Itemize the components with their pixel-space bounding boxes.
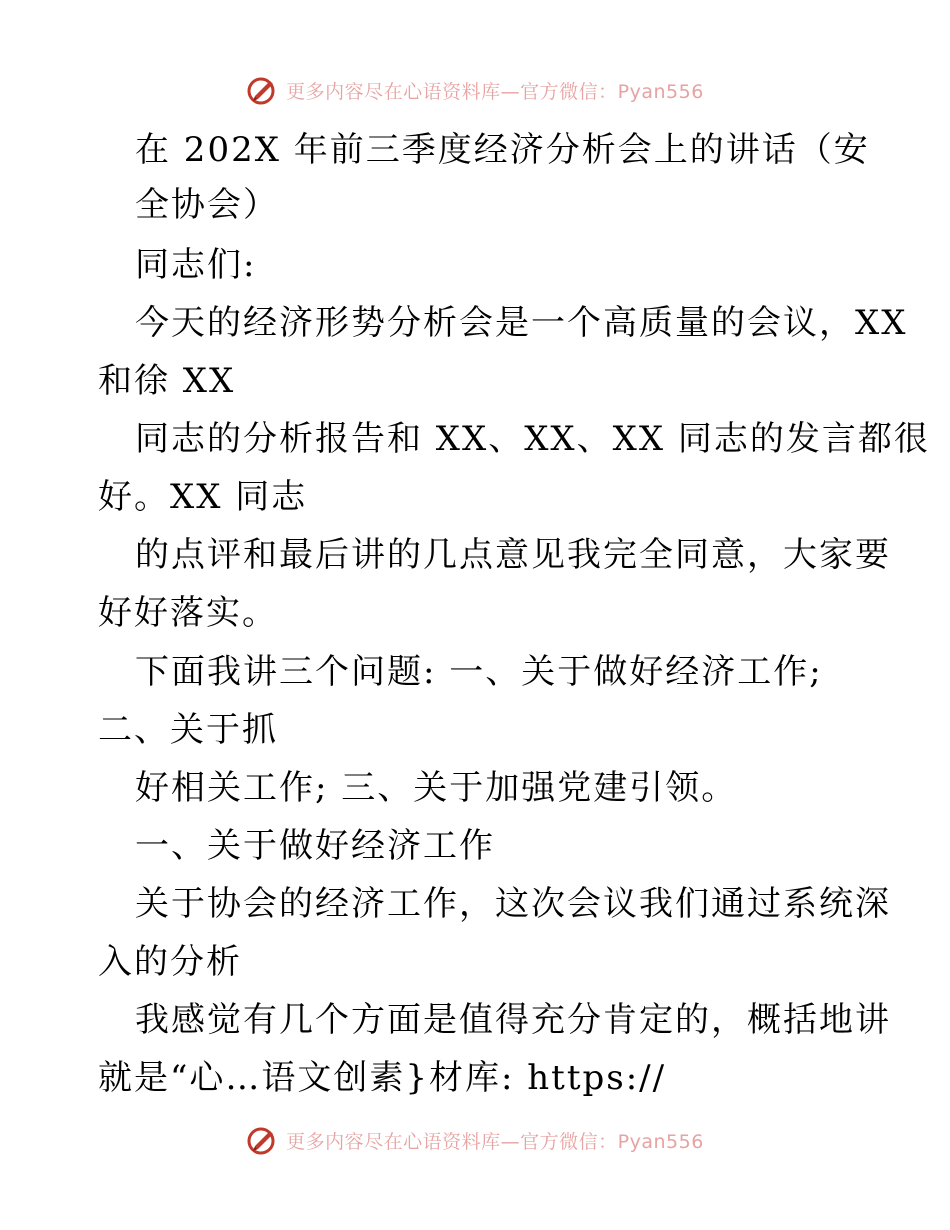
text-line: 二、关于抓	[98, 710, 278, 750]
salutation: 同志们:	[135, 245, 257, 285]
watermark-text: 更多内容尽在心语资料库—官方微信：Pyan556	[286, 1130, 704, 1153]
title-line-2: 全协会）	[135, 185, 279, 225]
text-line: 和徐 XX	[98, 361, 236, 401]
text-line: 下面我讲三个问题: 一、关于做好经济工作;	[135, 652, 823, 692]
text-line: 入的分析	[98, 942, 242, 982]
text-line: 的点评和最后讲的几点意见我完全同意，大家要	[135, 535, 891, 575]
text-line: 好好落实。	[98, 593, 278, 633]
section-heading: 一、关于做好经济工作	[135, 826, 495, 866]
pen-logo-icon	[246, 74, 278, 106]
text-line: 好。XX 同志	[98, 477, 308, 517]
pen-logo-icon	[246, 1124, 278, 1156]
text-line: 就是“心…语文创素}材库: https://	[98, 1058, 667, 1098]
footer-watermark	[0, 1120, 950, 1160]
text-line: 好相关工作; 三、关于加强党建引领。	[135, 768, 738, 808]
text-line: 关于协会的经济工作，这次会议我们通过系统深	[135, 884, 891, 924]
text-line: 我感觉有几个方面是值得充分肯定的，概括地讲	[135, 1000, 891, 1040]
watermark-text: 更多内容尽在心语资料库—官方微信：Pyan556	[286, 80, 704, 103]
title-line-1: 在 202X 年前三季度经济分析会上的讲话（安	[135, 130, 870, 170]
header-watermark	[0, 70, 950, 110]
text-line: 今天的经济形势分析会是一个高质量的会议，XX	[135, 303, 908, 343]
text-line: 同志的分析报告和 XX、XX、XX 同志的发言都很	[135, 419, 930, 459]
